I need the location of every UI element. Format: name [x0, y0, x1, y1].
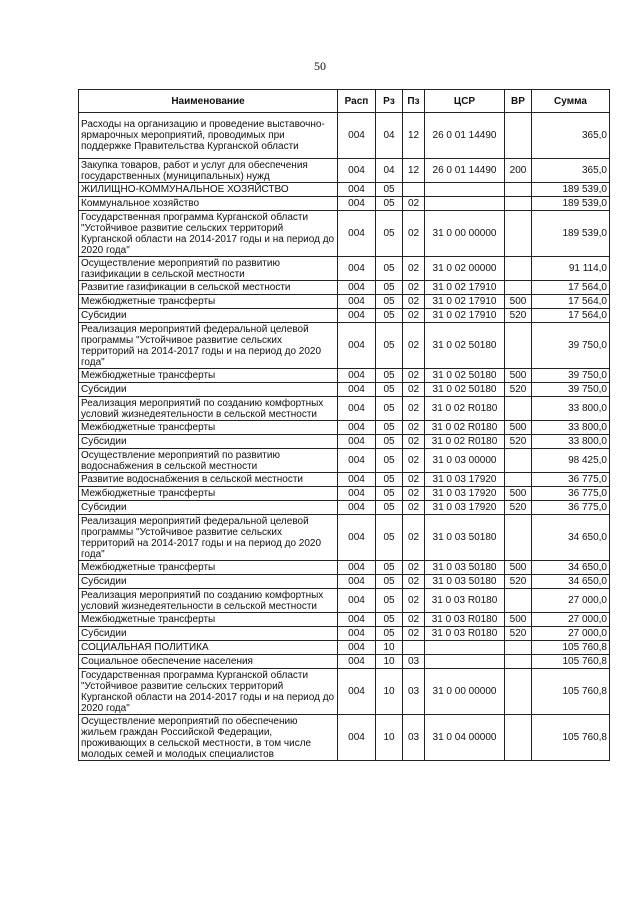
cell-pz: 02 — [403, 397, 425, 421]
table-row — [79, 257, 610, 281]
cell-csr: 31 0 02 17910 — [425, 295, 505, 309]
cell-sum: 36 775,0 — [532, 473, 610, 487]
cell-pz: 02 — [403, 369, 425, 383]
cell-pz: 03 — [403, 655, 425, 669]
table-row — [79, 589, 610, 613]
cell-rz: 05 — [376, 449, 403, 473]
cell-csr: 31 0 03 17920 — [425, 487, 505, 501]
cell-rasp: 004 — [338, 669, 376, 715]
cell-rz: 05 — [376, 473, 403, 487]
cell-sum: 189 539,0 — [532, 197, 610, 211]
cell-csr: 31 0 02 50180 — [425, 383, 505, 397]
cell-name: Межбюджетные трансферты — [79, 487, 338, 501]
cell-csr: 31 0 00 00000 — [425, 669, 505, 715]
cell-pz: 12 — [403, 113, 425, 159]
cell-pz: 02 — [403, 487, 425, 501]
cell-pz: 02 — [403, 473, 425, 487]
cell-sum: 36 775,0 — [532, 487, 610, 501]
cell-rz: 05 — [376, 501, 403, 515]
table-row — [79, 421, 610, 435]
cell-sum: 105 760,8 — [532, 669, 610, 715]
cell-rasp: 004 — [338, 715, 376, 761]
cell-pz: 02 — [403, 295, 425, 309]
cell-pz: 02 — [403, 627, 425, 641]
table-header-row — [79, 90, 610, 113]
cell-csr: 31 0 02 00000 — [425, 257, 505, 281]
cell-pz: 02 — [403, 211, 425, 257]
cell-rasp: 004 — [338, 397, 376, 421]
cell-rz: 05 — [376, 383, 403, 397]
cell-name: Осуществление мероприятий по развитию водоснабжения в сельской местности — [79, 449, 338, 473]
cell-name: Реализация мероприятий федеральной целевой программы "Устойчивое развитие сельских территорий на 2014-2017 годы и на период до 2020 года" — [79, 323, 338, 369]
cell-pz: 02 — [403, 435, 425, 449]
cell-rasp: 004 — [338, 183, 376, 197]
cell-rasp: 004 — [338, 369, 376, 383]
cell-pz: 02 — [403, 449, 425, 473]
cell-vr — [505, 183, 532, 197]
cell-csr: 31 0 02 R0180 — [425, 435, 505, 449]
cell-pz — [403, 183, 425, 197]
cell-rz: 05 — [376, 369, 403, 383]
cell-rasp: 004 — [338, 561, 376, 575]
cell-rz: 05 — [376, 397, 403, 421]
table-row — [79, 669, 610, 715]
cell-vr — [505, 197, 532, 211]
cell-pz: 02 — [403, 309, 425, 323]
cell-name: Межбюджетные трансферты — [79, 613, 338, 627]
cell-rz: 05 — [376, 515, 403, 561]
cell-name: Государственная программа Курганской области "Устойчивое развитие сельских территорий Курганской области на 2014-2017 годы и на период до 2020 года" — [79, 211, 338, 257]
cell-rasp: 004 — [338, 323, 376, 369]
cell-rasp: 004 — [338, 435, 376, 449]
table-row — [79, 501, 610, 515]
cell-pz: 02 — [403, 383, 425, 397]
cell-name: Осуществление мероприятий по развитию газификации в сельской местности — [79, 257, 338, 281]
cell-pz: 12 — [403, 159, 425, 183]
cell-name: Субсидии — [79, 309, 338, 323]
cell-name: Субсидии — [79, 627, 338, 641]
cell-name: Реализация мероприятий федеральной целевой программы "Устойчивое развитие сельских территорий на 2014-2017 годы и на период до 2020 года" — [79, 515, 338, 561]
cell-sum: 17 564,0 — [532, 309, 610, 323]
cell-sum: 39 750,0 — [532, 323, 610, 369]
cell-name: Коммунальное хозяйство — [79, 197, 338, 211]
table-row — [79, 281, 610, 295]
cell-sum: 34 650,0 — [532, 575, 610, 589]
cell-name: Развитие газификации в сельской местности — [79, 281, 338, 295]
table-row — [79, 197, 610, 211]
cell-vr — [505, 515, 532, 561]
cell-vr: 520 — [505, 575, 532, 589]
cell-rz: 05 — [376, 561, 403, 575]
cell-vr — [505, 669, 532, 715]
cell-pz: 02 — [403, 257, 425, 281]
cell-rasp: 004 — [338, 613, 376, 627]
header-sum: Сумма — [532, 90, 610, 113]
cell-rz: 05 — [376, 295, 403, 309]
cell-csr: 31 0 02 17910 — [425, 309, 505, 323]
cell-vr: 520 — [505, 435, 532, 449]
cell-vr — [505, 473, 532, 487]
cell-name: Субсидии — [79, 383, 338, 397]
cell-sum: 33 800,0 — [532, 421, 610, 435]
cell-vr: 500 — [505, 487, 532, 501]
cell-sum: 33 800,0 — [532, 397, 610, 421]
cell-sum: 39 750,0 — [532, 383, 610, 397]
cell-vr — [505, 715, 532, 761]
cell-name: Межбюджетные трансферты — [79, 421, 338, 435]
cell-sum: 365,0 — [532, 159, 610, 183]
cell-sum: 27 000,0 — [532, 613, 610, 627]
cell-name: СОЦИАЛЬНАЯ ПОЛИТИКА — [79, 641, 338, 655]
cell-name: ЖИЛИЩНО-КОММУНАЛЬНОЕ ХОЗЯЙСТВО — [79, 183, 338, 197]
cell-sum: 27 000,0 — [532, 589, 610, 613]
cell-sum: 27 000,0 — [532, 627, 610, 641]
cell-rasp: 004 — [338, 487, 376, 501]
cell-pz: 02 — [403, 501, 425, 515]
cell-name: Развитие водоснабжения в сельской местности — [79, 473, 338, 487]
cell-vr — [505, 257, 532, 281]
cell-csr: 31 0 02 17910 — [425, 281, 505, 295]
cell-rasp: 004 — [338, 257, 376, 281]
cell-csr: 26 0 01 14490 — [425, 113, 505, 159]
cell-vr: 500 — [505, 421, 532, 435]
cell-vr: 520 — [505, 501, 532, 515]
cell-name: Реализация мероприятий по созданию комфортных условий жизнедеятельности в сельской местности — [79, 589, 338, 613]
cell-rz: 05 — [376, 197, 403, 211]
cell-rz: 05 — [376, 435, 403, 449]
cell-csr — [425, 183, 505, 197]
cell-rasp: 004 — [338, 211, 376, 257]
table-row — [79, 323, 610, 369]
cell-name: Расходы на организацию и проведение выставочно-ярмарочных мероприятий, проводимых при поддержке Правительства Курганской области — [79, 113, 338, 159]
cell-rasp: 004 — [338, 197, 376, 211]
budget-table — [78, 89, 610, 761]
cell-csr: 31 0 02 R0180 — [425, 421, 505, 435]
cell-name: Закупка товаров, работ и услуг для обеспечения государственных (муниципальных) нужд — [79, 159, 338, 183]
cell-pz: 02 — [403, 589, 425, 613]
cell-rz: 05 — [376, 589, 403, 613]
cell-rasp: 004 — [338, 575, 376, 589]
cell-rz: 04 — [376, 113, 403, 159]
header-pz: Пз — [403, 90, 425, 113]
cell-pz: 02 — [403, 613, 425, 627]
cell-rz: 05 — [376, 183, 403, 197]
cell-csr: 31 0 02 50180 — [425, 323, 505, 369]
cell-rasp: 004 — [338, 473, 376, 487]
header-vr: ВР — [505, 90, 532, 113]
cell-name: Государственная программа Курганской области "Устойчивое развитие сельских территорий Курганской области на 2014-2017 годы и на период до 2020 года" — [79, 669, 338, 715]
cell-csr: 31 0 03 R0180 — [425, 613, 505, 627]
table-row — [79, 613, 610, 627]
table-row — [79, 295, 610, 309]
cell-rz: 05 — [376, 211, 403, 257]
cell-sum: 33 800,0 — [532, 435, 610, 449]
header-rasp: Расп — [338, 90, 376, 113]
cell-pz — [403, 641, 425, 655]
cell-vr — [505, 655, 532, 669]
table-row — [79, 473, 610, 487]
cell-vr — [505, 641, 532, 655]
header-name: Наименование — [79, 90, 338, 113]
table-row — [79, 655, 610, 669]
cell-csr: 31 0 02 R0180 — [425, 397, 505, 421]
cell-rz: 10 — [376, 715, 403, 761]
cell-vr — [505, 113, 532, 159]
cell-sum: 105 760,8 — [532, 641, 610, 655]
cell-rz: 10 — [376, 669, 403, 715]
cell-vr: 520 — [505, 309, 532, 323]
table-row — [79, 183, 610, 197]
table-row — [79, 383, 610, 397]
table-row — [79, 435, 610, 449]
cell-rasp: 004 — [338, 295, 376, 309]
cell-pz: 02 — [403, 515, 425, 561]
cell-rz: 05 — [376, 257, 403, 281]
table-row — [79, 309, 610, 323]
cell-pz: 02 — [403, 281, 425, 295]
cell-rasp: 004 — [338, 641, 376, 655]
cell-rasp: 004 — [338, 421, 376, 435]
cell-pz: 02 — [403, 575, 425, 589]
cell-csr: 31 0 03 50180 — [425, 561, 505, 575]
cell-name: Социальное обеспечение населения — [79, 655, 338, 669]
cell-sum: 189 539,0 — [532, 183, 610, 197]
cell-rasp: 004 — [338, 449, 376, 473]
cell-vr: 520 — [505, 627, 532, 641]
cell-sum: 36 775,0 — [532, 501, 610, 515]
cell-vr — [505, 589, 532, 613]
cell-rasp: 004 — [338, 589, 376, 613]
cell-csr: 31 0 00 00000 — [425, 211, 505, 257]
cell-csr: 31 0 03 00000 — [425, 449, 505, 473]
cell-rz: 10 — [376, 641, 403, 655]
cell-pz: 02 — [403, 197, 425, 211]
cell-vr: 520 — [505, 383, 532, 397]
cell-csr: 31 0 03 50180 — [425, 515, 505, 561]
cell-vr: 500 — [505, 295, 532, 309]
cell-rz: 05 — [376, 309, 403, 323]
cell-name: Межбюджетные трансферты — [79, 369, 338, 383]
table-row — [79, 449, 610, 473]
cell-rz: 05 — [376, 281, 403, 295]
table-row — [79, 369, 610, 383]
cell-vr — [505, 281, 532, 295]
cell-rz: 05 — [376, 487, 403, 501]
header-csr: ЦСР — [425, 90, 505, 113]
cell-rasp: 004 — [338, 627, 376, 641]
table-row — [79, 113, 610, 159]
table-row — [79, 641, 610, 655]
cell-pz: 03 — [403, 715, 425, 761]
cell-name: Осуществление мероприятий по обеспечению жильем граждан Российской Федерации, проживающих в сельской местности, в том числе молодых семей и молодых специалистов — [79, 715, 338, 761]
cell-vr — [505, 397, 532, 421]
cell-name: Реализация мероприятий по созданию комфортных условий жизнедеятельности в сельской местности — [79, 397, 338, 421]
table-row — [79, 575, 610, 589]
cell-csr: 31 0 02 50180 — [425, 369, 505, 383]
cell-vr: 500 — [505, 369, 532, 383]
cell-vr: 200 — [505, 159, 532, 183]
cell-csr: 31 0 04 00000 — [425, 715, 505, 761]
cell-name: Межбюджетные трансферты — [79, 561, 338, 575]
header-rz: Рз — [376, 90, 403, 113]
cell-pz: 02 — [403, 421, 425, 435]
cell-name: Субсидии — [79, 435, 338, 449]
cell-sum: 98 425,0 — [532, 449, 610, 473]
cell-pz: 03 — [403, 669, 425, 715]
cell-vr: 500 — [505, 561, 532, 575]
cell-name: Субсидии — [79, 575, 338, 589]
cell-rz: 04 — [376, 159, 403, 183]
cell-rasp: 004 — [338, 309, 376, 323]
cell-rz: 05 — [376, 613, 403, 627]
cell-csr: 31 0 03 R0180 — [425, 627, 505, 641]
cell-sum: 105 760,8 — [532, 655, 610, 669]
cell-pz: 02 — [403, 561, 425, 575]
cell-csr: 31 0 03 17920 — [425, 473, 505, 487]
cell-vr — [505, 449, 532, 473]
cell-vr: 500 — [505, 613, 532, 627]
cell-sum: 34 650,0 — [532, 561, 610, 575]
cell-rasp: 004 — [338, 655, 376, 669]
table-row — [79, 159, 610, 183]
cell-sum: 91 114,0 — [532, 257, 610, 281]
cell-sum: 39 750,0 — [532, 369, 610, 383]
cell-sum: 34 650,0 — [532, 515, 610, 561]
cell-rz: 05 — [376, 323, 403, 369]
cell-pz: 02 — [403, 323, 425, 369]
cell-name: Межбюджетные трансферты — [79, 295, 338, 309]
table-row — [79, 715, 610, 761]
cell-rasp: 004 — [338, 383, 376, 397]
cell-vr — [505, 211, 532, 257]
cell-sum: 189 539,0 — [532, 211, 610, 257]
cell-sum: 17 564,0 — [532, 281, 610, 295]
cell-sum: 17 564,0 — [532, 295, 610, 309]
cell-rz: 05 — [376, 421, 403, 435]
cell-rz: 05 — [376, 575, 403, 589]
cell-csr — [425, 655, 505, 669]
cell-vr — [505, 323, 532, 369]
cell-csr — [425, 641, 505, 655]
table-row — [79, 561, 610, 575]
table-row — [79, 397, 610, 421]
table-row — [79, 487, 610, 501]
cell-rz: 05 — [376, 627, 403, 641]
table-row — [79, 515, 610, 561]
cell-rasp: 004 — [338, 515, 376, 561]
cell-sum: 105 760,8 — [532, 715, 610, 761]
cell-rasp: 004 — [338, 113, 376, 159]
cell-csr: 31 0 03 R0180 — [425, 589, 505, 613]
cell-rasp: 004 — [338, 501, 376, 515]
cell-rasp: 004 — [338, 159, 376, 183]
cell-rasp: 004 — [338, 281, 376, 295]
cell-rz: 10 — [376, 655, 403, 669]
cell-csr — [425, 197, 505, 211]
cell-csr: 31 0 03 17920 — [425, 501, 505, 515]
cell-name: Субсидии — [79, 501, 338, 515]
page-number: 50 — [314, 59, 326, 73]
cell-csr: 31 0 03 50180 — [425, 575, 505, 589]
cell-csr: 26 0 01 14490 — [425, 159, 505, 183]
table-row — [79, 627, 610, 641]
cell-sum: 365,0 — [532, 113, 610, 159]
table-row — [79, 211, 610, 257]
